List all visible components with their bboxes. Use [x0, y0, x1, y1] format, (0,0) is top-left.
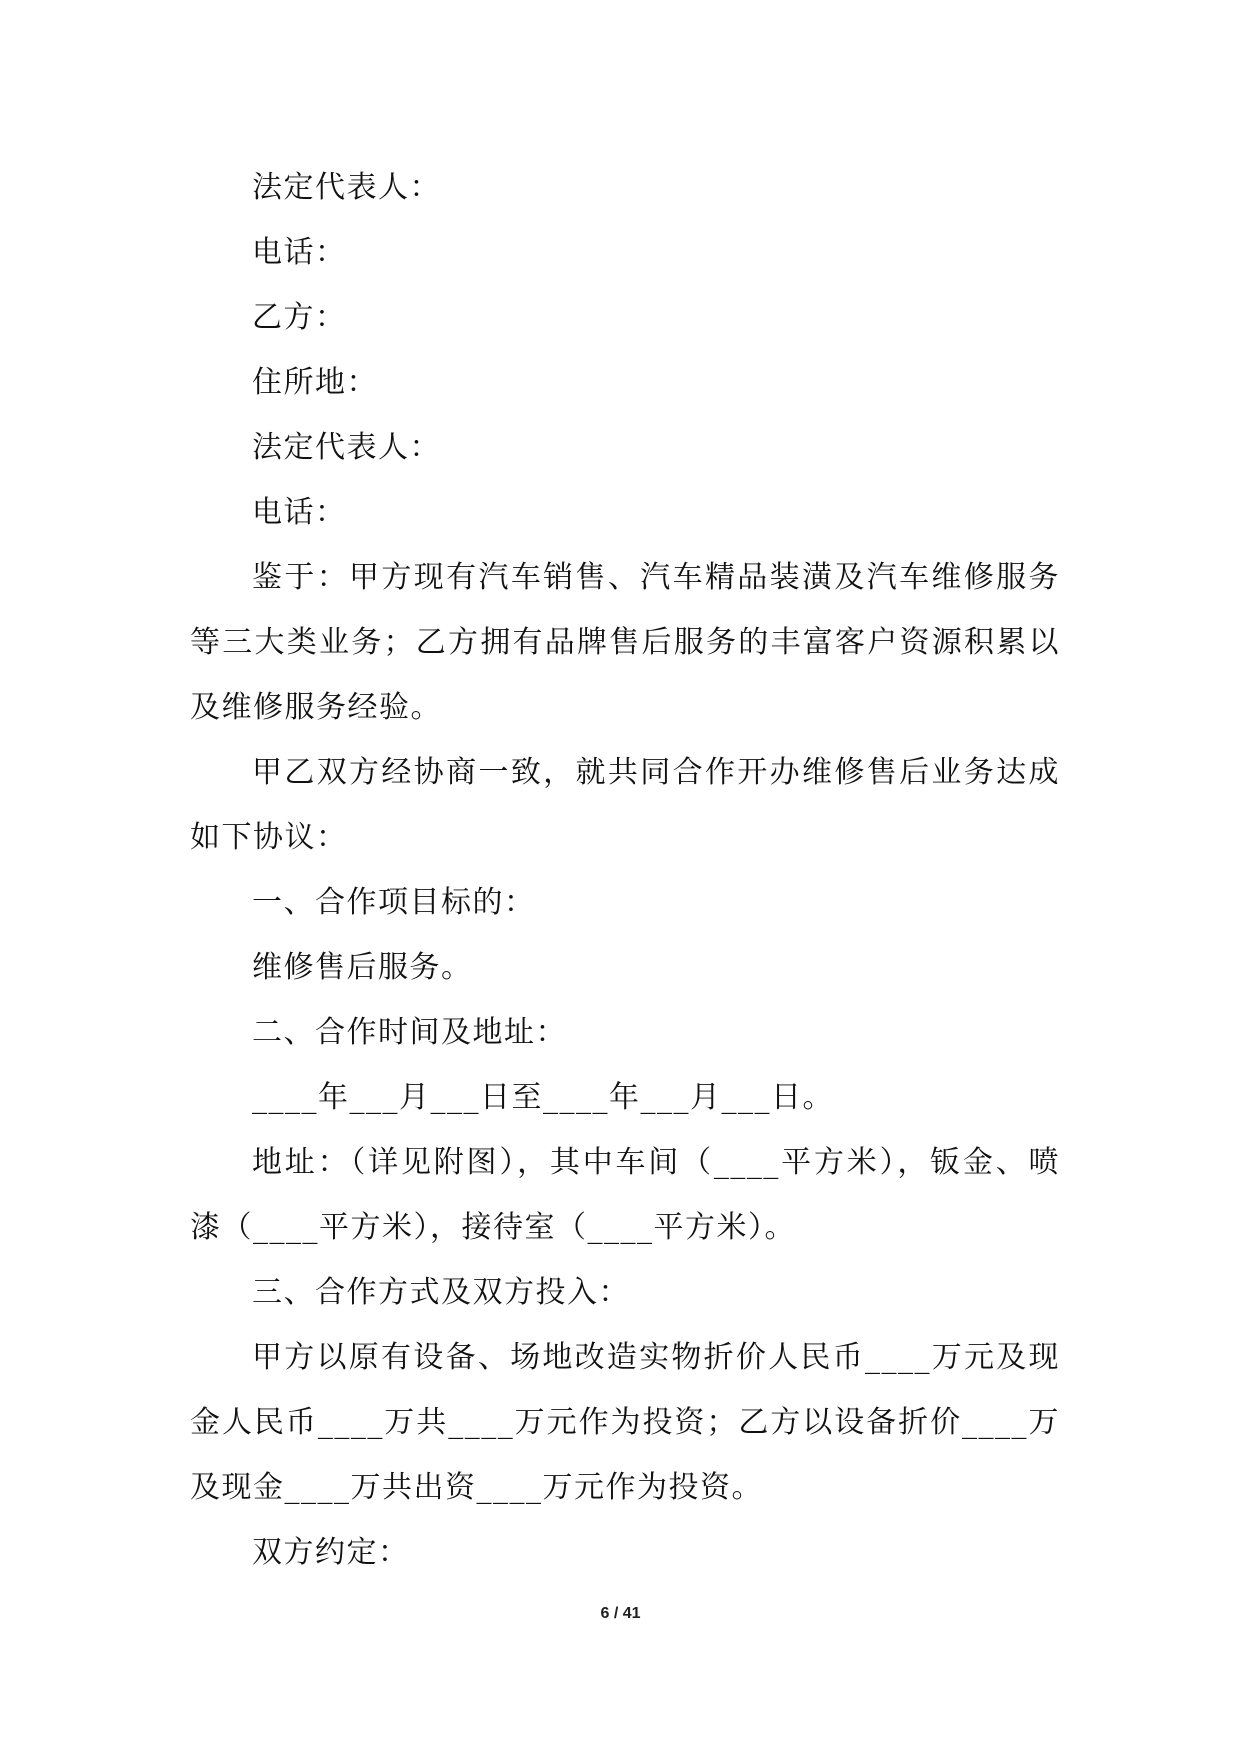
paragraph-mutual-terms: 双方约定： — [252, 1535, 410, 1570]
paragraph-legal-rep-a: 法定代表人： — [252, 170, 441, 205]
paragraph-phone-b: 电话： — [252, 495, 347, 530]
paragraph-location: 地址：（详见附图），其中车间（____平方米），钣金、喷漆（____平方米），接待室（____平方米）。 — [190, 1145, 1060, 1245]
document-body — [190, 155, 1060, 1585]
page-number: 6 / 41 — [600, 1605, 641, 1622]
paragraph-agreement-intro: 甲乙双方经协商一致，就共同合作开办维修售后业务达成如下协议： — [190, 755, 1060, 855]
section-heading-1: 一、合作项目标的： — [252, 885, 536, 920]
paragraph-legal-rep-b: 法定代表人： — [252, 430, 441, 465]
section-heading-2: 二、合作时间及地址： — [252, 1015, 567, 1050]
paragraph-date-range: ____年___月___日至____年___月___日。 — [252, 1080, 834, 1115]
paragraph-whereas: 鉴于：甲方现有汽车销售、汽车精品装潢及汽车维修服务等三大类业务；乙方拥有品牌售后服务的丰富客户资源积累以及维修服务经验。 — [190, 560, 1060, 725]
paragraph-party-b: 乙方： — [252, 300, 347, 335]
paragraph-address-b: 住所地： — [252, 365, 378, 400]
paragraph-investment: 甲方以原有设备、场地改造实物折价人民币____万元及现金人民币____万共____万元作为投资；乙方以设备折价____万及现金____万共出资____万元作为投资。 — [190, 1340, 1060, 1505]
paragraph-phone-a: 电话： — [252, 235, 347, 270]
section-heading-3: 三、合作方式及双方投入： — [252, 1275, 630, 1310]
paragraph-subject: 维修售后服务。 — [252, 950, 473, 985]
